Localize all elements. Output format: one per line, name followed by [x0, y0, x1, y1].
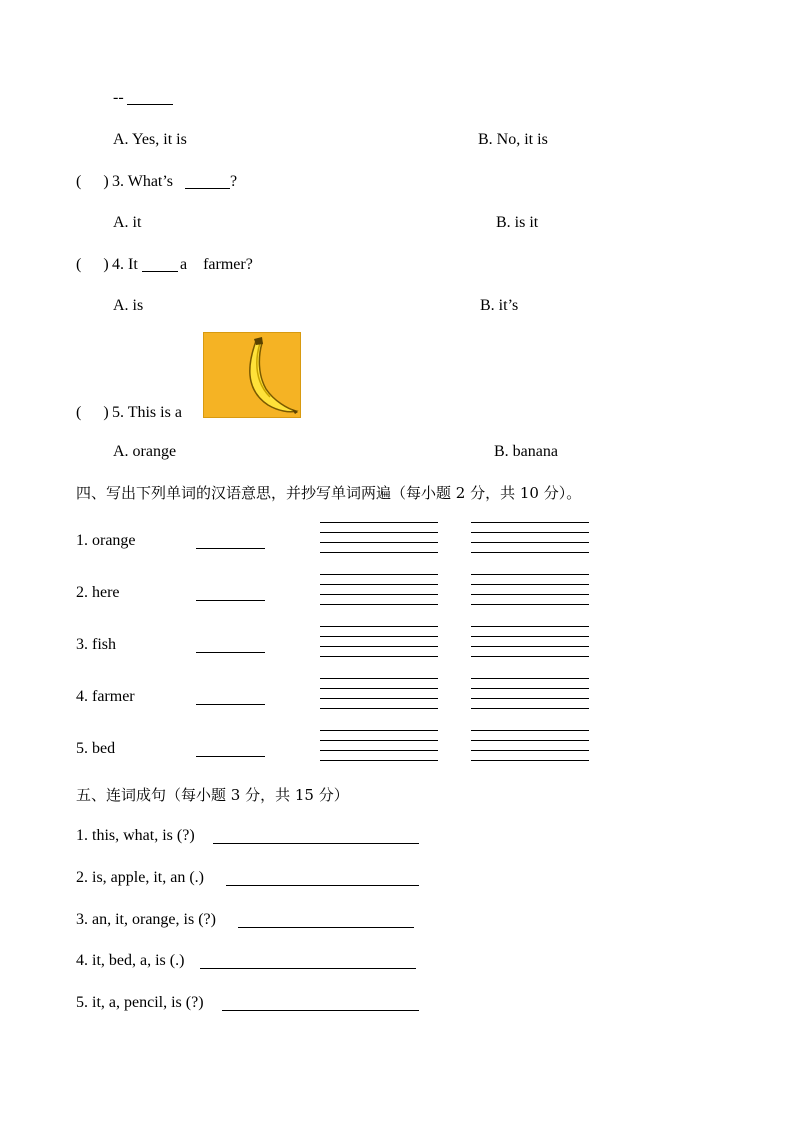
copy-line	[471, 646, 589, 647]
q3-blank[interactable]	[185, 188, 230, 189]
q3-answer-paren[interactable]: ( )	[76, 173, 109, 190]
q5-option-b: B. banana	[494, 443, 558, 460]
section5-answer-4[interactable]	[200, 968, 416, 969]
section4-meaning-blank-5[interactable]	[196, 756, 265, 757]
q4-stem: 4. It	[112, 256, 138, 273]
section5-answer-5[interactable]	[222, 1010, 419, 1011]
copy-line	[320, 522, 438, 523]
q4-answer-paren[interactable]: ( )	[76, 256, 109, 273]
banana-icon	[203, 332, 301, 418]
section4-copy-lines-3-2[interactable]	[471, 626, 589, 657]
copy-line	[320, 574, 438, 575]
copy-line	[471, 730, 589, 731]
q3-option-b: B. is it	[496, 214, 539, 231]
copy-line	[471, 688, 589, 689]
q5-option-a: A. orange	[113, 443, 177, 460]
copy-line	[320, 636, 438, 637]
q2-answer-blank[interactable]	[127, 104, 173, 105]
q3-option-a: A. it	[113, 214, 142, 231]
section4-word-2: 2. here	[76, 584, 120, 601]
copy-line	[320, 594, 438, 595]
section5-title: 五、连词成句（每小题 3 分，共 15 分）	[76, 786, 349, 804]
section4-meaning-blank-4[interactable]	[196, 704, 265, 705]
section4-word-3: 3. fish	[76, 636, 116, 653]
copy-line	[320, 604, 438, 605]
copy-line	[471, 522, 589, 523]
copy-line	[320, 750, 438, 751]
q4-option-b: B. it’s	[480, 297, 519, 314]
copy-line	[471, 626, 589, 627]
section4-meaning-blank-3[interactable]	[196, 652, 265, 653]
copy-line	[320, 688, 438, 689]
section4-meaning-blank-2[interactable]	[196, 600, 265, 601]
section4-word-5: 5. bed	[76, 740, 116, 757]
section4-title: 四、写出下列单词的汉语意思，并抄写单词两遍（每小题 2 分，共 10 分）。	[76, 484, 582, 502]
section4-word-4: 4. farmer	[76, 688, 135, 705]
section4-meaning-blank-1[interactable]	[196, 548, 265, 549]
copy-line	[471, 552, 589, 553]
copy-line	[471, 604, 589, 605]
q2-option-a: A. Yes, it is	[113, 131, 187, 148]
copy-line	[320, 542, 438, 543]
section5-item-5: 5. it, a, pencil, is (?)	[76, 994, 204, 1011]
section5-answer-2[interactable]	[226, 885, 419, 886]
section5-item-2: 2. is, apple, it, an (.)	[76, 869, 204, 886]
section4-copy-lines-5-1[interactable]	[320, 730, 438, 761]
section5-answer-3[interactable]	[238, 927, 414, 928]
copy-line	[471, 656, 589, 657]
section5-item-3: 3. an, it, orange, is (?)	[76, 911, 216, 928]
q3-stem-end: ?	[230, 173, 238, 190]
section4-copy-lines-4-1[interactable]	[320, 678, 438, 709]
banana-drawing	[204, 333, 300, 417]
section4-copy-lines-2-2[interactable]	[471, 574, 589, 605]
copy-line	[471, 584, 589, 585]
copy-line	[320, 708, 438, 709]
q4-blank[interactable]	[142, 271, 178, 272]
section5-item-1: 1. this, what, is (?)	[76, 827, 195, 844]
q2-option-b: B. No, it is	[478, 131, 548, 148]
copy-line	[320, 760, 438, 761]
copy-line	[320, 552, 438, 553]
copy-line	[320, 532, 438, 533]
copy-line	[320, 626, 438, 627]
q5-stem: 5. This is a	[112, 404, 182, 421]
section4-word-1: 1. orange	[76, 532, 136, 549]
copy-line	[471, 542, 589, 543]
copy-line	[471, 698, 589, 699]
section4-copy-lines-1-1[interactable]	[320, 522, 438, 553]
copy-line	[320, 730, 438, 731]
q5-answer-paren[interactable]: ( )	[76, 404, 109, 421]
section5-item-4: 4. it, bed, a, is (.)	[76, 952, 185, 969]
copy-line	[471, 594, 589, 595]
copy-line	[320, 698, 438, 699]
copy-line	[471, 760, 589, 761]
copy-line	[320, 646, 438, 647]
section4-copy-lines-2-1[interactable]	[320, 574, 438, 605]
section4-copy-lines-5-2[interactable]	[471, 730, 589, 761]
copy-line	[320, 656, 438, 657]
section4-copy-lines-1-2[interactable]	[471, 522, 589, 553]
section5-answer-1[interactable]	[213, 843, 419, 844]
copy-line	[320, 678, 438, 679]
copy-line	[471, 740, 589, 741]
section4-copy-lines-3-1[interactable]	[320, 626, 438, 657]
q3-stem: 3. What’s	[112, 173, 174, 190]
copy-line	[471, 532, 589, 533]
copy-line	[320, 740, 438, 741]
copy-line	[320, 584, 438, 585]
q2-answer-prefix: --	[113, 89, 124, 106]
copy-line	[471, 750, 589, 751]
q4-stem-end: a farmer?	[180, 256, 253, 273]
copy-line	[471, 708, 589, 709]
q4-option-a: A. is	[113, 297, 144, 314]
copy-line	[471, 574, 589, 575]
copy-line	[471, 678, 589, 679]
section4-copy-lines-4-2[interactable]	[471, 678, 589, 709]
copy-line	[471, 636, 589, 637]
